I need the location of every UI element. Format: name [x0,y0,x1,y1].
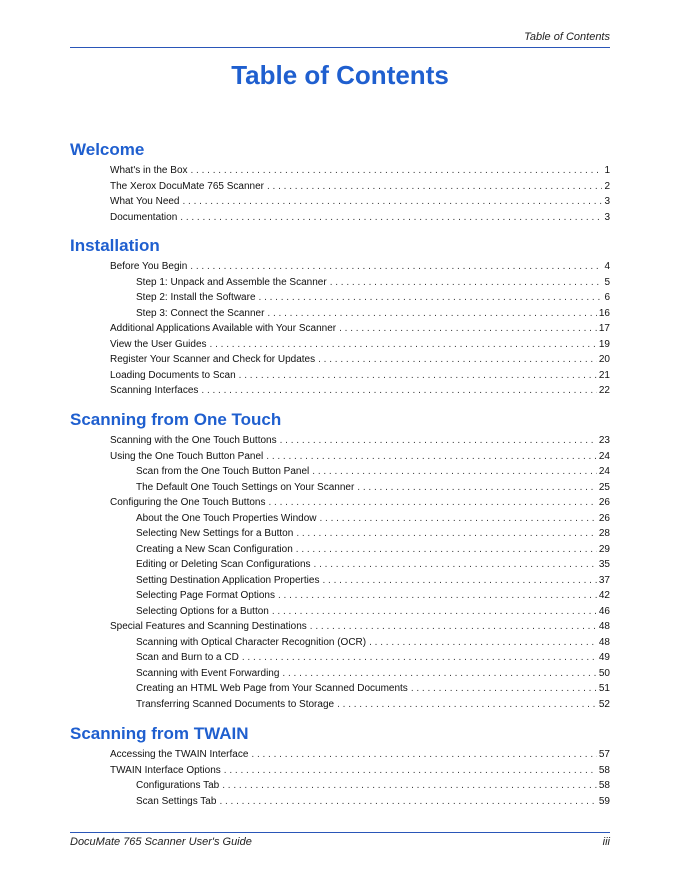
toc-entry[interactable] [136,575,610,587]
toc-entry-title: Transferring Scanned Documents to Storage [136,698,335,710]
toc-entry-page: 59 [598,795,610,807]
toc-entry[interactable] [110,435,610,447]
toc-entry[interactable] [136,780,610,792]
toc-entry-page: 48 [598,636,610,648]
toc-entry[interactable] [136,637,610,649]
toc-entry-page: 57 [598,749,610,760]
header-rule [70,47,610,48]
toc-entry-page: 25 [598,481,610,493]
toc-entry-title: Creating an HTML Web Page from Your Scanned Documents [136,683,408,694]
dot-leader [251,749,596,761]
dot-leader [268,497,596,509]
toc-entry[interactable] [136,559,610,571]
toc-entry[interactable] [136,668,610,680]
toc-entry[interactable] [136,308,610,320]
toc-entry[interactable] [110,621,610,633]
toc-entry-page: 23 [598,435,610,446]
dot-leader [318,354,597,366]
dot-leader [310,621,597,633]
toc-entry-page: 26 [598,512,610,524]
toc-entry-page: 35 [598,559,610,570]
toc-entry-page: 28 [598,528,610,539]
toc-entry-title: Documentation [110,211,178,223]
toc-entry-title: Step 1: Unpack and Assemble the Scanner [136,276,327,288]
toc-entry-page: 51 [598,683,610,694]
toc-entry-title: Scan and Burn to a CD [136,652,239,663]
toc-entry-page: 24 [598,466,610,477]
toc-entry-page: 52 [598,698,610,710]
toc-entry-title: Using the One Touch Button Panel [110,450,264,462]
dot-leader [411,683,597,695]
toc-entry-page: 26 [598,497,610,508]
toc-entry-title: Scanning with Optical Character Recognition (OCR) [136,636,367,648]
dot-leader [267,308,596,320]
dot-leader [183,196,603,208]
toc-entry-title: TWAIN Interface Options [110,764,221,776]
toc-entry[interactable] [136,652,610,664]
dot-leader [191,165,603,177]
dot-leader [319,513,596,525]
toc-entry-title: Configurations Tab [136,780,220,791]
dot-leader [272,606,597,618]
toc-entry-page: 2 [604,180,610,192]
dot-leader [339,323,597,335]
toc-entry-title: Scanning Interfaces [110,385,199,396]
toc-entry-page: 22 [598,385,610,396]
toc-entry-page: 37 [598,574,610,586]
dot-leader [296,544,597,556]
toc-entry[interactable] [136,699,610,711]
dot-leader [282,668,596,680]
toc-entry-page: 19 [598,338,610,350]
dot-leader [222,780,597,792]
toc-entry-title: Scan from the One Touch Button Panel [136,466,310,477]
dot-leader [322,575,596,587]
toc-entry[interactable] [136,796,610,808]
toc-entry[interactable] [136,292,610,304]
toc-entry[interactable] [110,749,610,761]
dot-leader [337,699,597,711]
dot-leader [239,370,597,382]
toc-entry-title: Register Your Scanner and Check for Updates [110,354,316,365]
toc-entry[interactable] [110,451,610,463]
toc-entry[interactable] [136,544,610,556]
toc-entry[interactable] [110,765,610,777]
toc-entry-title: View the User Guides [110,338,207,350]
toc-entry[interactable] [136,277,610,289]
dot-leader [312,466,597,478]
section-title: Scanning from One Touch [70,410,282,429]
toc-entry[interactable] [110,370,610,382]
section-title: Welcome [70,140,145,159]
dot-leader [242,652,597,664]
dot-leader [266,451,597,463]
toc-entry-title: Editing or Deleting Scan Configurations [136,559,311,570]
toc-entry[interactable] [110,196,610,208]
dot-leader [278,590,597,602]
toc-entry-title: The Default One Touch Settings on Your Scanner [136,481,355,493]
toc-entry-page: 24 [598,450,610,462]
toc-entry[interactable] [110,261,610,273]
dot-leader [210,339,597,351]
dot-leader [201,385,596,397]
toc-entry-title: Scanning with the One Touch Buttons [110,435,277,446]
dot-leader [190,261,602,273]
toc-entry-title: Setting Destination Application Properties [136,574,320,586]
toc-entry-page: 21 [598,369,610,381]
toc-entry-title: Scanning with Event Forwarding [136,667,280,679]
toc-entry-title: Selecting New Settings for a Button [136,528,294,539]
toc-entry[interactable] [110,212,610,224]
toc-entry[interactable] [110,497,610,509]
section-title: Installation [70,236,160,255]
toc-entry-title: What You Need [110,196,180,207]
toc-entry[interactable] [110,181,610,193]
toc-entry-page: 50 [598,667,610,679]
toc-entry-title: Step 2: Install the Software [136,292,256,303]
toc-entry[interactable] [136,590,610,602]
toc-entry-page: 48 [598,621,610,632]
toc-entry-title: Before You Begin [110,261,188,272]
toc-entry-title: Selecting Options for a Button [136,605,269,617]
toc-entry-page: 49 [598,652,610,663]
dot-leader [267,181,602,193]
toc-entry-page: 29 [598,543,610,555]
toc-entry[interactable] [110,323,610,335]
toc-entry-title: Step 3: Connect the Scanner [136,307,265,319]
toc-entry-title: What's in the Box [110,165,188,176]
toc-entry-page: 5 [604,276,610,288]
toc-entry[interactable] [136,513,610,525]
toc-entry[interactable] [110,165,610,177]
toc-entry-page: 20 [598,354,610,365]
dot-leader [224,765,597,777]
toc-entry[interactable] [136,683,610,695]
toc-entry[interactable] [136,606,610,618]
dot-leader [314,559,597,571]
dot-leader [219,796,596,808]
toc-entry-title: Scan Settings Tab [136,795,217,807]
toc-entry-title: Configuring the One Touch Buttons [110,497,266,508]
toc-entry-title: Loading Documents to Scan [110,369,236,381]
toc-entry-page: 58 [598,764,610,776]
dot-leader [280,435,597,447]
dot-leader [296,528,597,540]
dot-leader [357,482,597,494]
toc-entry-page: 17 [598,323,610,334]
toc-entry-page: 58 [598,780,610,791]
toc-entry[interactable] [136,528,610,540]
toc-entry-page: 4 [604,261,610,272]
toc-entry[interactable] [110,354,610,366]
toc-entry-page: 3 [604,196,610,207]
toc-entry[interactable] [110,385,610,397]
toc-entry-title: About the One Touch Properties Window [136,512,317,524]
toc-entry-title: Additional Applications Available with Your Scanner [110,323,337,334]
toc-entry-title: Accessing the TWAIN Interface [110,749,249,760]
toc-entry[interactable] [110,339,610,351]
dot-leader [369,637,597,649]
toc-entry-page: 46 [598,605,610,617]
toc-entry-title: Selecting Page Format Options [136,590,275,601]
dot-leader [330,277,603,289]
toc-entry[interactable] [136,482,610,494]
footer-guide-title: DocuMate 765 Scanner User's Guide [70,836,252,848]
footer-page-number: iii [602,836,610,848]
toc-entry-title: The Xerox DocuMate 765 Scanner [110,180,264,192]
footer-rule [70,832,610,833]
dot-leader [180,212,602,224]
toc-entry-page: 42 [598,590,610,601]
toc-entry-page: 16 [598,307,610,319]
section-title: Scanning from TWAIN [70,724,249,743]
toc-entry[interactable] [136,466,610,478]
toc-entry-page: 1 [604,165,610,176]
running-header: Table of Contents [524,31,610,43]
toc-entry-page: 3 [604,211,610,223]
dot-leader [259,292,603,304]
toc-entry-title: Creating a New Scan Configuration [136,543,293,555]
toc-entry-title: Special Features and Scanning Destinations [110,621,307,632]
page-title: Table of Contents [231,60,449,90]
toc-entry-page: 6 [604,292,610,303]
